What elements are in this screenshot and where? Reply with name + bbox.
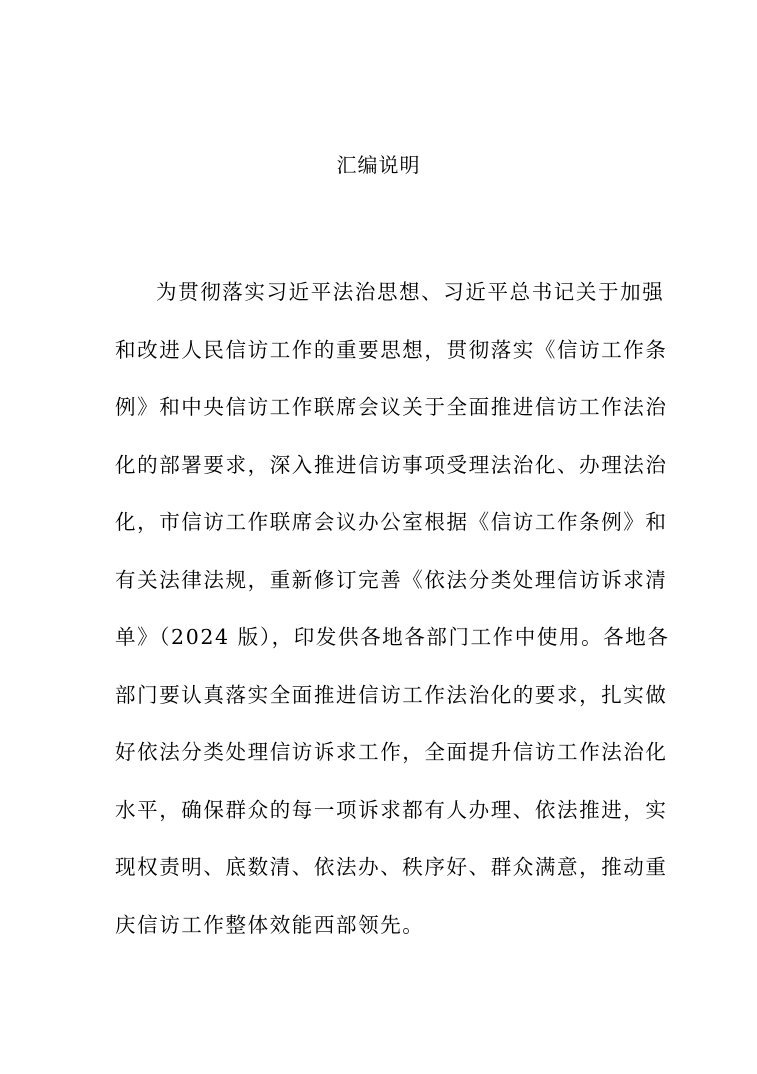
body-line: 为贯彻落实习近平法治思想、习近平总书记关于加强 [156, 280, 665, 304]
body-line: 化，市信访工作联席会议办公室根据《信访工作条例》和 [115, 510, 668, 534]
body-line: 好依法分类处理信访诉求工作，全面提升信访工作法治化 [115, 740, 668, 764]
body-line: 部门要认真落实全面推进信访工作法治化的要求，扎实做 [115, 682, 668, 707]
body-line: 现权责明、底数清、依法办、秩序好、群众满意，推动重 [115, 855, 668, 879]
body-line: 和改进人民信访工作的重要思想，贯彻落实《信访工作条 [115, 337, 668, 362]
body-line: 有关法律法规，重新修订完善《依法分类处理信访诉求清 [115, 567, 668, 592]
document-body [115, 264, 670, 954]
body-line: 庆信访工作整体效能西部领先。 [115, 912, 425, 937]
body-line: 化的部署要求，深入推进信访事项受理法治化、办理法治 [115, 452, 668, 477]
document-title: 汇编说明 [336, 153, 421, 177]
body-line: 例》和中央信访工作联席会议关于全面推进信访工作法治 [115, 395, 668, 419]
body-line: 单》（2024 版），印发供各地各部门工作中使用。各地各 [115, 625, 670, 649]
body-line: 水平，确保群众的每一项诉求都有人办理、依法推进，实 [115, 797, 668, 822]
